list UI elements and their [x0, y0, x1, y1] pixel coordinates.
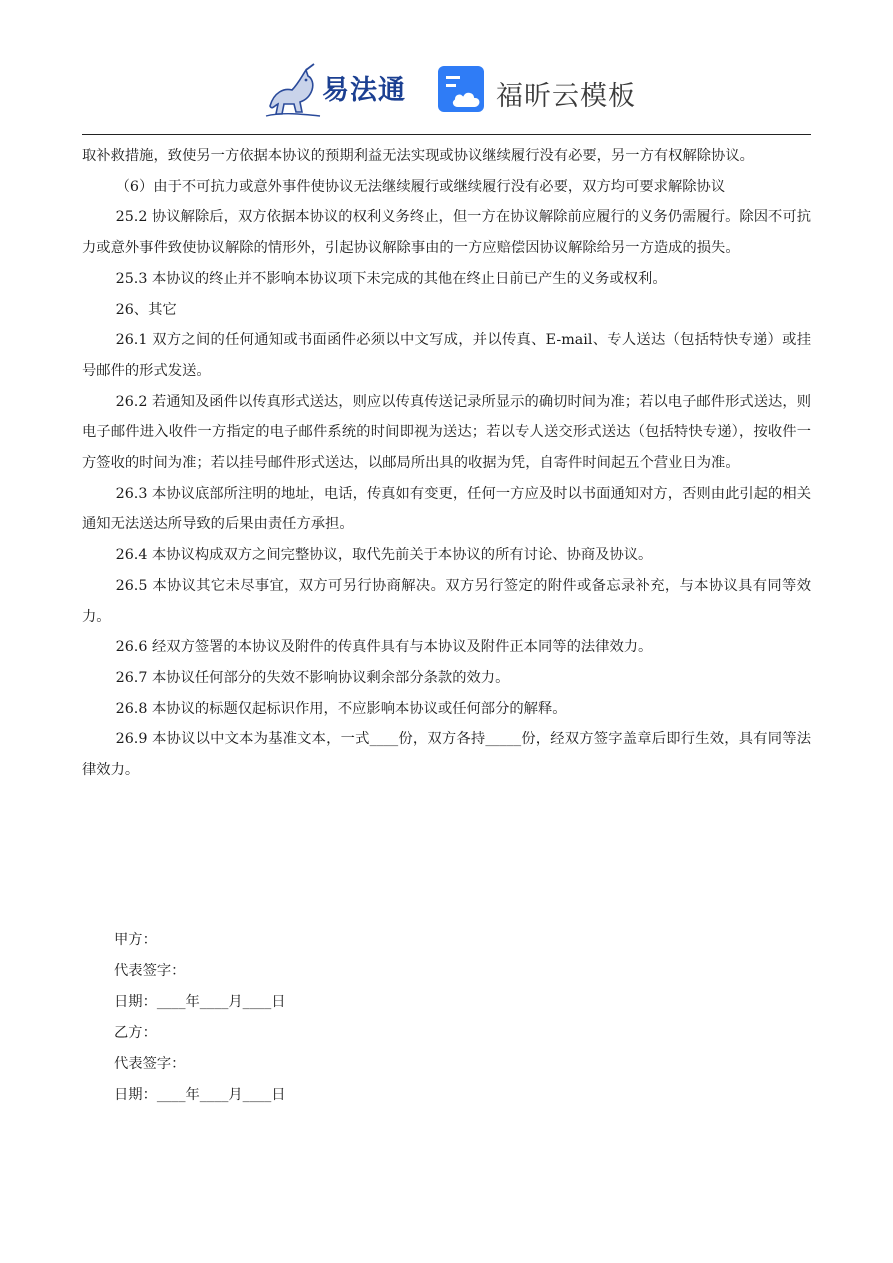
clause-26-9: 26.9 本协议以中文本为基准文本，一式____份，双方各持_____份，经双方签字盖章后即行生效，具有同等法律效力。: [82, 731, 811, 779]
yifatong-logo-text: 易法通: [322, 75, 406, 106]
clause-26-3: 26.3 本协议底部所注明的地址，电话，传真如有变更，任何一方应及时以书面通知对方，否则由此引起的相关通知无法送达所导致的后果由责任方承担。: [82, 485, 811, 533]
clause-26-6: 26.6 经双方签署的本协议及附件的传真件具有与本协议及附件正本同等的法律效力。: [115, 639, 653, 656]
section-26-heading: 26、其它: [115, 301, 177, 318]
signature-block: [114, 925, 286, 1111]
party-b-representative-signature: 代表签字：: [114, 1056, 186, 1072]
clause-26-4: 26.4 本协议构成双方之间完整协议，取代先前关于本协议的所有讨论、协商及协议。: [115, 547, 653, 564]
clause-26-8: 26.8 本协议的标题仅起标识作用，不应影响本协议或任何部分的解释。: [115, 700, 567, 717]
yifatong-logo: [262, 62, 412, 120]
unicorn-icon: [262, 62, 322, 120]
document-body: [82, 141, 811, 786]
cloud-document-icon: [436, 64, 488, 116]
foxit-cloud-template-logo: [436, 64, 636, 118]
foxit-logo-text: 福昕云模板: [496, 81, 636, 112]
party-a-date: 日期：____年____月____日: [114, 994, 286, 1010]
clause-25-2: 25.2 协议解除后，双方依据本协议的权利义务终止，但一方在协议解除前应履行的义务仍需履行。除因不可抗力或意外事件致使协议解除的情形外，引起协议解除事由的一方应赔偿因协议解除给另一方造成的损失。: [82, 209, 811, 257]
party-b-date: 日期：____年____月____日: [114, 1087, 286, 1103]
clause-25-3: 25.3 本协议的终止并不影响本协议项下未完成的其他在终止日前已产生的义务或权利。: [115, 270, 667, 287]
clause-26-5: 26.5 本协议其它未尽事宜，双方可另行协商解决。双方另行签定的附件或备忘录补充，与本协议具有同等效力。: [82, 577, 811, 625]
clause-26-1: 26.1 双方之间的任何通知或书面函件必须以中文写成，并以传真、E-mail、专人送达（包括特快专递）或挂号邮件的形式发送。: [82, 332, 811, 379]
clause-25-1-6: （6）由于不可抗力或意外事件使协议无法继续履行或继续履行没有必要，双方均可要求解除协议: [115, 178, 726, 195]
clause-26-2: 26.2 若通知及函件以传真形式送达，则应以传真传送记录所显示的确切时间为准；若以电子邮件形式送达，则电子邮件进入收件一方指定的电子邮件系统的时间即视为送达；若以专人送交形式送达（包括特快专递），按收件一方签收的时间为准；若以挂号邮件形式送达，以邮局所出具的收据为凭，自寄件时间起五个营业日为准。: [82, 393, 811, 472]
page-header: [0, 60, 893, 124]
party-a-representative-signature: 代表签字：: [114, 963, 186, 979]
party-a-label: 甲方：: [114, 932, 157, 948]
header-divider: [82, 134, 811, 135]
party-b-label: 乙方：: [114, 1025, 157, 1041]
clause-26-7: 26.7 本协议任何部分的失效不影响协议剩余部分条款的效力。: [115, 669, 510, 686]
paragraph-continuation: 取补救措施，致使另一方依据本协议的预期利益无法实现或协议继续履行没有必要，另一方有权解除协议。: [82, 148, 754, 164]
